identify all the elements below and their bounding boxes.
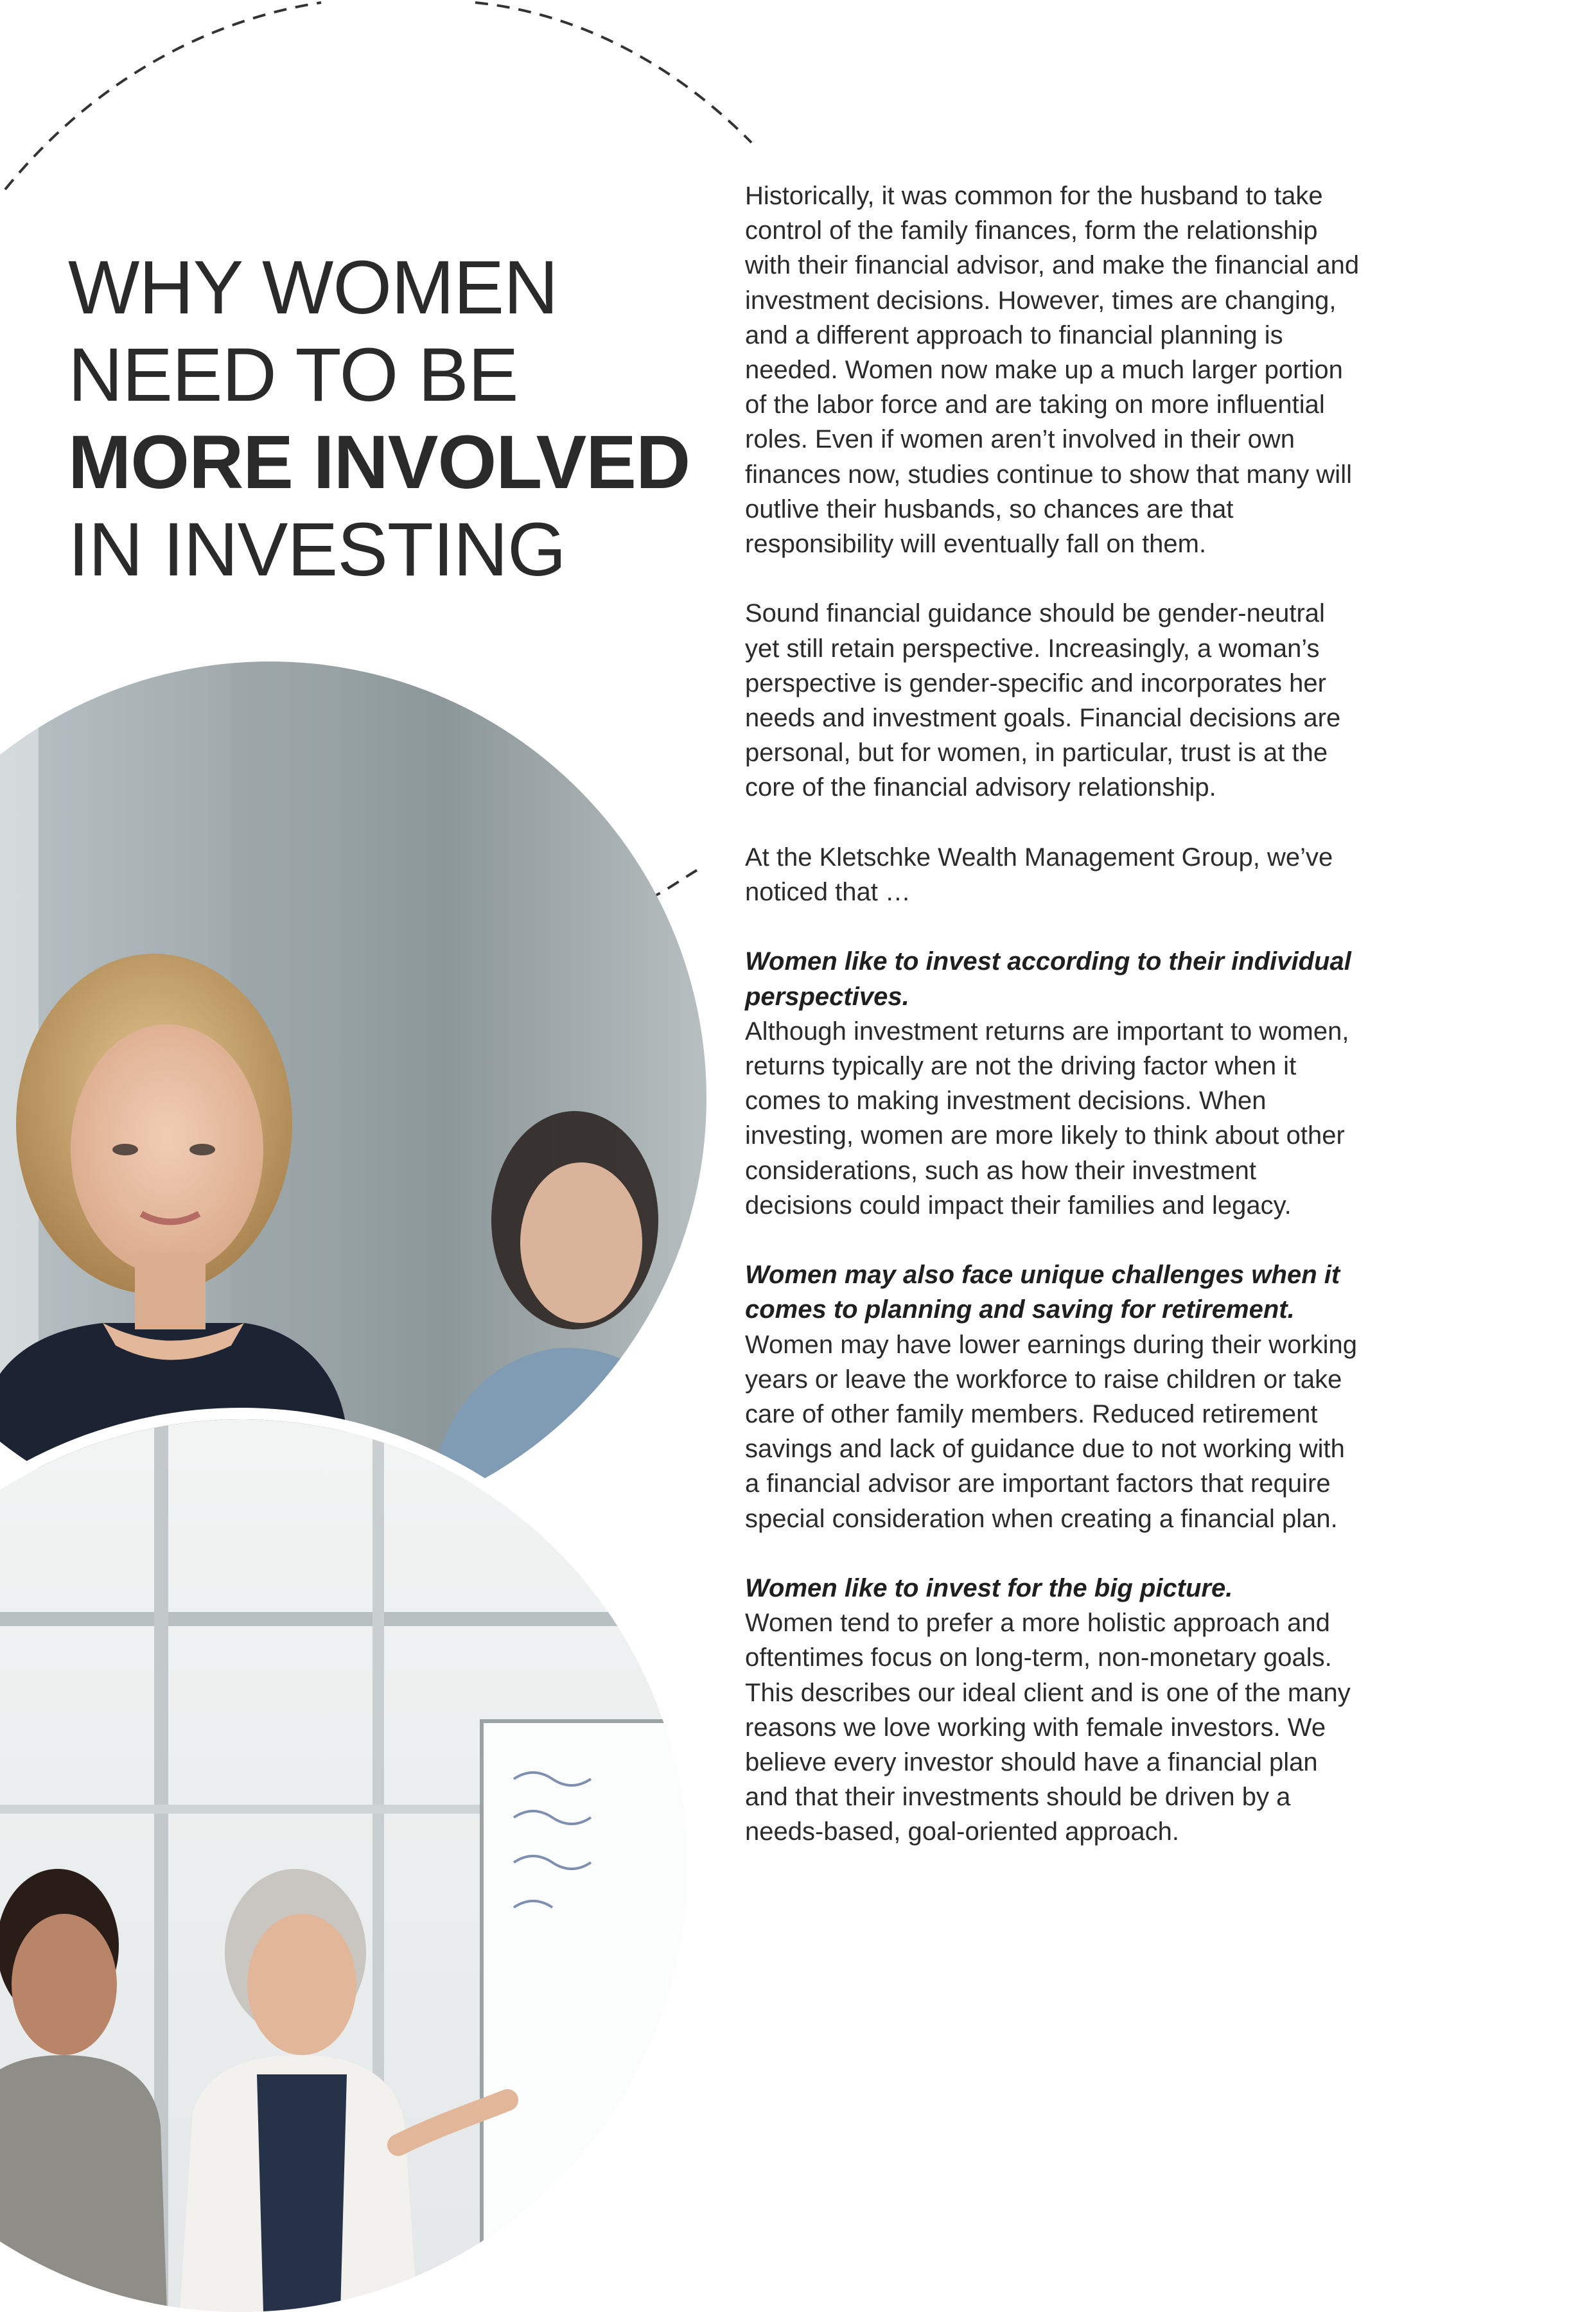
article-section: [745, 944, 1362, 1223]
headline-line-2: NEED TO BE: [68, 333, 518, 417]
headline-line-4: IN INVESTING: [68, 507, 566, 592]
photo-women-whiteboard: [0, 1419, 687, 2312]
section-body: Although investment returns are important to women, returns typically are not the driving factor when it comes to making investment decisions. When investing, women are more likely to think about other considerations, such as how their investment decisions could impact their families and legacy.: [745, 1017, 1349, 1220]
article-section: [745, 1571, 1362, 1850]
section-body: Women tend to prefer a more holistic approach and oftentimes focus on long-term, non-monetary goals. This describes our ideal client and is one of the many reasons we love working with female investors. We believe every investor should have a financial plan and that their investments should be driven by a needs-based, goal-oriented approach.: [745, 1609, 1351, 1846]
intro-paragraph: Sound financial guidance should be gender-neutral yet still retain perspective. Increasingly, a woman’s perspective is gender-specific and incorporates her needs and investment goals. Financial decisions are personal, but for women, in particular, trust is at the core of the financial advisory relationship.: [745, 599, 1341, 802]
section-heading: Women may also face unique challenges when it comes to planning and saving for retirement.: [745, 1261, 1340, 1324]
photo-women-meeting: [0, 661, 706, 1535]
article-body: [745, 179, 1362, 1884]
section-body: Women may have lower earnings during their working years or leave the workforce to raise children or take care of other family members. Reduced retirement savings and lack of guidance due to not working with a financial advisor are important factors that require special consideration when creating a financial plan.: [745, 1330, 1358, 1533]
headline-line-1: WHY WOMEN: [68, 245, 558, 330]
headline-line-3: MORE INVOLVED: [68, 420, 690, 505]
section-heading: Women like to invest according to their individual perspectives.: [745, 947, 1351, 1011]
page-headline: [68, 244, 690, 593]
intro-paragraph: At the Kletschke Wealth Management Group, we’ve noticed that …: [745, 843, 1333, 907]
article-section: [745, 1257, 1362, 1536]
intro-paragraph: Historically, it was common for the husband to take control of the family finances, form the relationship with their financial advisor, and make the financial and investment decisions. However, times are changing, and a different approach to financial planning is needed. Women now make up a much larger portion of the labor force and are taking on more influential roles. Even if women aren’t involved in their own finances now, studies continue to show that many will outlive their husbands, so chances are that responsibility will eventually fall on them.: [745, 182, 1360, 559]
section-heading: Women like to invest for the big picture.: [745, 1574, 1233, 1603]
